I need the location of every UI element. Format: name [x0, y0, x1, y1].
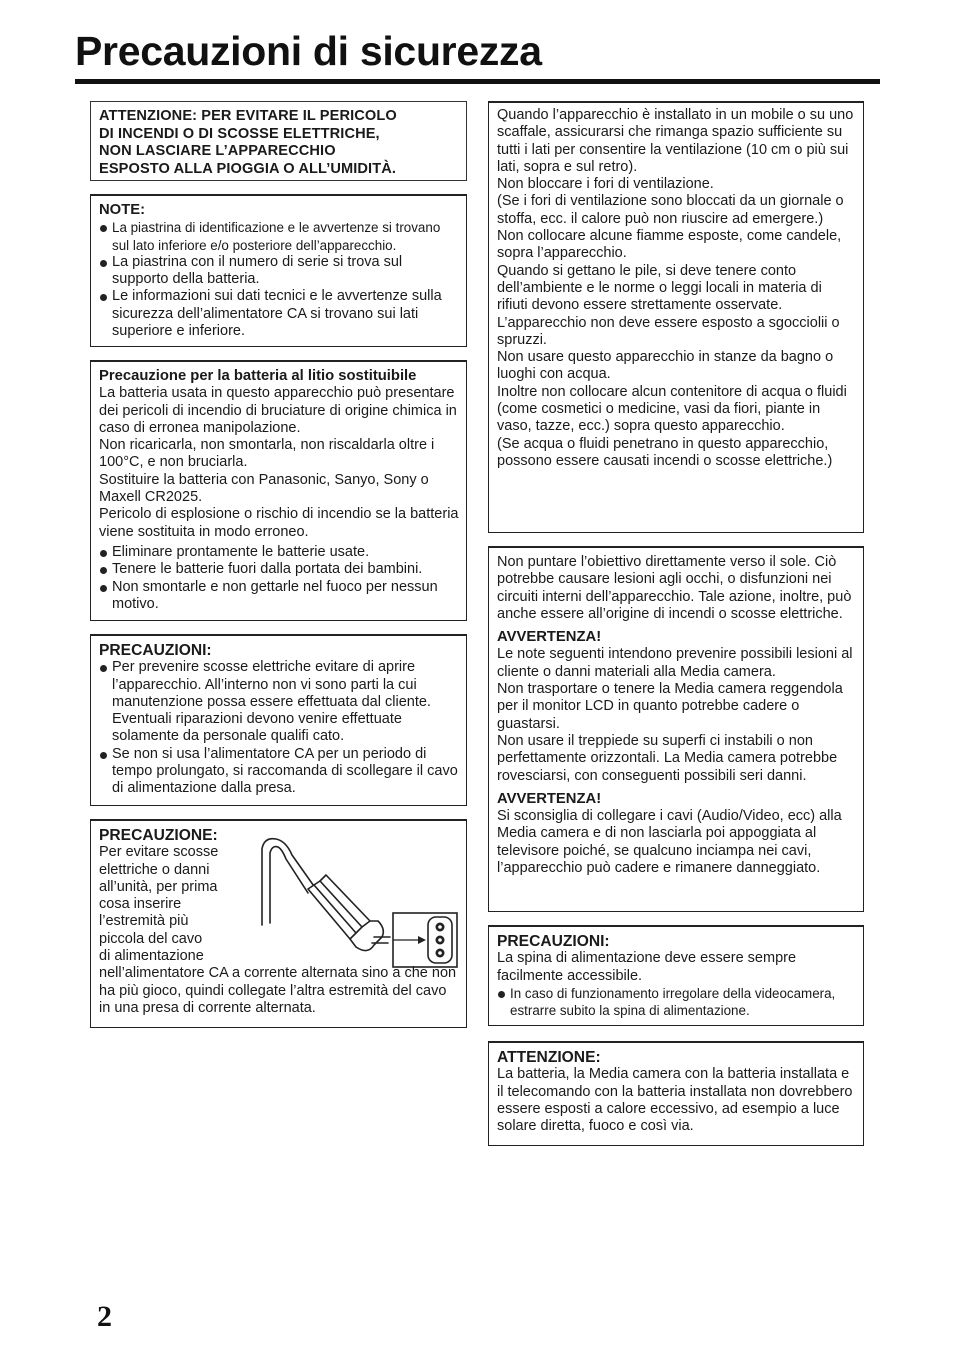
lithium-heading: Precauzione per la batteria al litio sostituibile [99, 368, 417, 384]
lithium-item: Non smontarle e non gettarle nel fuoco per nessun motivo. [99, 579, 459, 614]
attenzione-box [488, 1041, 864, 1146]
note-item: Le informazioni sui dati tecnici e le avvertenze sulla sicurezza dell’alimentatore CA si trovano sui lati superiore e inferiore. [99, 288, 459, 340]
precauzioni-left-list [99, 659, 459, 797]
note-list [99, 219, 459, 340]
power-cord-plug-illustration [258, 835, 462, 971]
ventilation-paragraph: Non bloccare i fori di ventilazione. [497, 176, 714, 193]
plug-text-line: di alimentazione [99, 948, 204, 965]
note-item: La piastrina di identificazione e le avvertenze si trovano sul lato inferiore e/o posteriore dell’apparecchio. [99, 219, 459, 253]
precauzioni-right-list [497, 985, 856, 1019]
page-number: 2 [97, 1300, 112, 1333]
ventilation-paragraph: L’apparecchio non deve essere esposto a sgocciolii o spruzzi. [497, 314, 840, 348]
ventilation-paragraph: Quando si gettano le pile, si deve tenere conto dell’ambiente e le norme o leggi locali in materia di rifiuti devono essere strettamente osservate. [497, 262, 822, 314]
ventilation-paragraph: (Se i fori di ventilazione sono bloccati da un giornale o stoffa, ecc. il calore può non riuscire ad emergere.) [497, 193, 844, 227]
warning-line-1: ATTENZIONE: PER EVITARE IL PERICOLO [99, 108, 397, 124]
lithium-item: Tenere le batterie fuori dalla portata dei bambini. [99, 561, 459, 578]
precauzioni-left-box [90, 634, 467, 806]
lithium-paragraph: Sostituire la batteria con Panasonic, Sanyo, Sony o Maxell CR2025. [99, 471, 429, 506]
note-heading: NOTE: [99, 202, 146, 218]
precauzione-plug-heading: PRECAUZIONE: [99, 827, 218, 844]
avvertenza-heading: AVVERTENZA! [497, 790, 602, 807]
precauzioni-left-heading: PRECAUZIONI: [99, 642, 212, 659]
lithium-paragraph: Non ricaricarla, non smontarla, non riscaldarla oltre i 100°C, e non bruciarla. [99, 437, 435, 471]
lithium-battery-box [90, 360, 467, 621]
page-title: Precauzioni di sicurezza [75, 28, 542, 74]
lithium-paragraph: Pericolo di esplosione o rischio di incendio se la batteria viene sostituita in modo erroneo. [99, 506, 459, 540]
lens-paragraph: Non puntare l’obiettivo direttamente verso il sole. Ciò potrebbe causare lesioni agli occhi, o disfunzioni nei circuiti interni dell’apparecchio. Tale azione, inoltre, può anche essere all’origine di incendi o scosse elettriche. [497, 554, 852, 622]
plug-text-line: cosa inserire [99, 896, 182, 913]
ventilation-paragraph: Quando l’apparecchio è installato in un mobile o su uno scaffale, assicurarsi che rimanga spazio sufficiente su tutti i lati per consentire la ventilazione (10 cm o più sui lati, sopra e sul retro). [497, 107, 854, 175]
plug-text-line: elettriche o danni [99, 861, 210, 878]
note-box [90, 194, 467, 347]
note-item: La piastrina con il numero di serie si trova sul supporto della batteria. [99, 254, 459, 289]
plug-text-line: all’unità, per prima [99, 878, 218, 895]
warning-line-2: DI INCENDI O DI SCOSSE ELETTRICHE, [99, 125, 380, 142]
lithium-paragraph: La batteria usata in questo apparecchio può presentare dei pericoli di incendio di bruciature di origine chimica in caso di erronea manipolazione. [99, 385, 457, 436]
plug-text-line: Per evitare scosse [99, 844, 219, 861]
ventilation-paragraph: Non usare questo apparecchio in stanze da bagno o luoghi con acqua. [497, 349, 834, 383]
attenzione-heading: ATTENZIONE: [497, 1049, 601, 1066]
avvertenza-heading: AVVERTENZA! [497, 629, 602, 646]
warning-line-4: ESPOSTO ALLA PIOGGIA O ALL’UMIDITÀ. [99, 160, 397, 177]
plug-text-line: piccola del cavo [99, 930, 203, 947]
precauzioni-right-box [488, 925, 864, 1026]
precauzioni-left-item: Per prevenire scosse elettriche evitare di aprire l’apparecchio. All’interno non vi sono parti la cui manutenzione possa essere effettuata dal cliente. Eventuali riparazioni devono venire effettuate solamente da personale qualifi cato. [99, 659, 459, 745]
precauzioni-right-item: In caso di funzionamento irregolare della videocamera, estrarre subito la spina di alimentazione. [497, 985, 856, 1019]
lens-paragraph: Non trasportare o tenere la Media camera reggendola per il monitor LCD in quanto potrebbe cadere o guastarsi. [497, 681, 843, 732]
plug-text-rest: nell’alimentatore CA a corrente alternata sino a che non ha più gioco, quindi collegate l’altra estremità del cavo in una presa di corrente alternata. [99, 965, 457, 1016]
lens-paragraph: Si sconsiglia di collegare i cavi (Audio/Video, ecc) alla Media camera e di non lasciarla poi appoggiata al televisore poiché, se qualcuno inciampa nei cavi, l’apparecchio può cadere e rimanere danneggiato. [497, 808, 842, 877]
ventilation-paragraph: (Se acqua o fluidi penetrano in questo apparecchio, possono essere causati incendi o scosse elettriche.) [497, 435, 833, 469]
lens-warning-box [488, 546, 864, 912]
lens-paragraph: Le note seguenti intendono prevenire possibili lesioni al cliente o danni materiali alla Media camera. [497, 646, 853, 680]
plug-text-line: l’estremità più [99, 913, 189, 930]
precauzioni-right-heading: PRECAUZIONI: [497, 933, 610, 950]
ventilation-paragraph: Inoltre non collocare alcun contenitore di acqua o fluidi (come cosmetici o medicine, vasi da fiori, piante in vaso, tazze, ecc.) sopra questo apparecchio. [497, 383, 847, 435]
precauzioni-right-paragraph: La spina di alimentazione deve essere sempre facilmente accessibile. [497, 950, 797, 984]
lens-paragraph: Non usare il treppiede su superfi ci instabili o non perfettamente orizzontali. La Media camera potrebbe rovesciarsi, con conseguenti possibili seri danni. [497, 732, 838, 784]
lithium-list [99, 544, 459, 613]
attenzione-paragraph: La batteria, la Media camera con la batteria installata e il telecomando con la batteria installata non dovrebbero essere esposti a calore eccessivo, ad esempio a luce solare diretta, fuoco e così via. [497, 1066, 853, 1135]
ventilation-paragraph: Non collocare alcune fiamme esposte, come candele, sopra l’apparecchio. [497, 228, 842, 262]
lithium-item: Eliminare prontamente le batterie usate. [99, 544, 459, 561]
title-rule [75, 79, 880, 84]
ventilation-box [488, 101, 864, 533]
warning-main-box [90, 101, 467, 181]
precauzioni-left-item: Se non si usa l’alimentatore CA per un periodo di tempo prolungato, si raccomanda di scollegare il cavo di alimentazione dalla presa. [99, 746, 459, 798]
warning-line-3: NON LASCIARE L’APPARECCHIO [99, 143, 336, 159]
